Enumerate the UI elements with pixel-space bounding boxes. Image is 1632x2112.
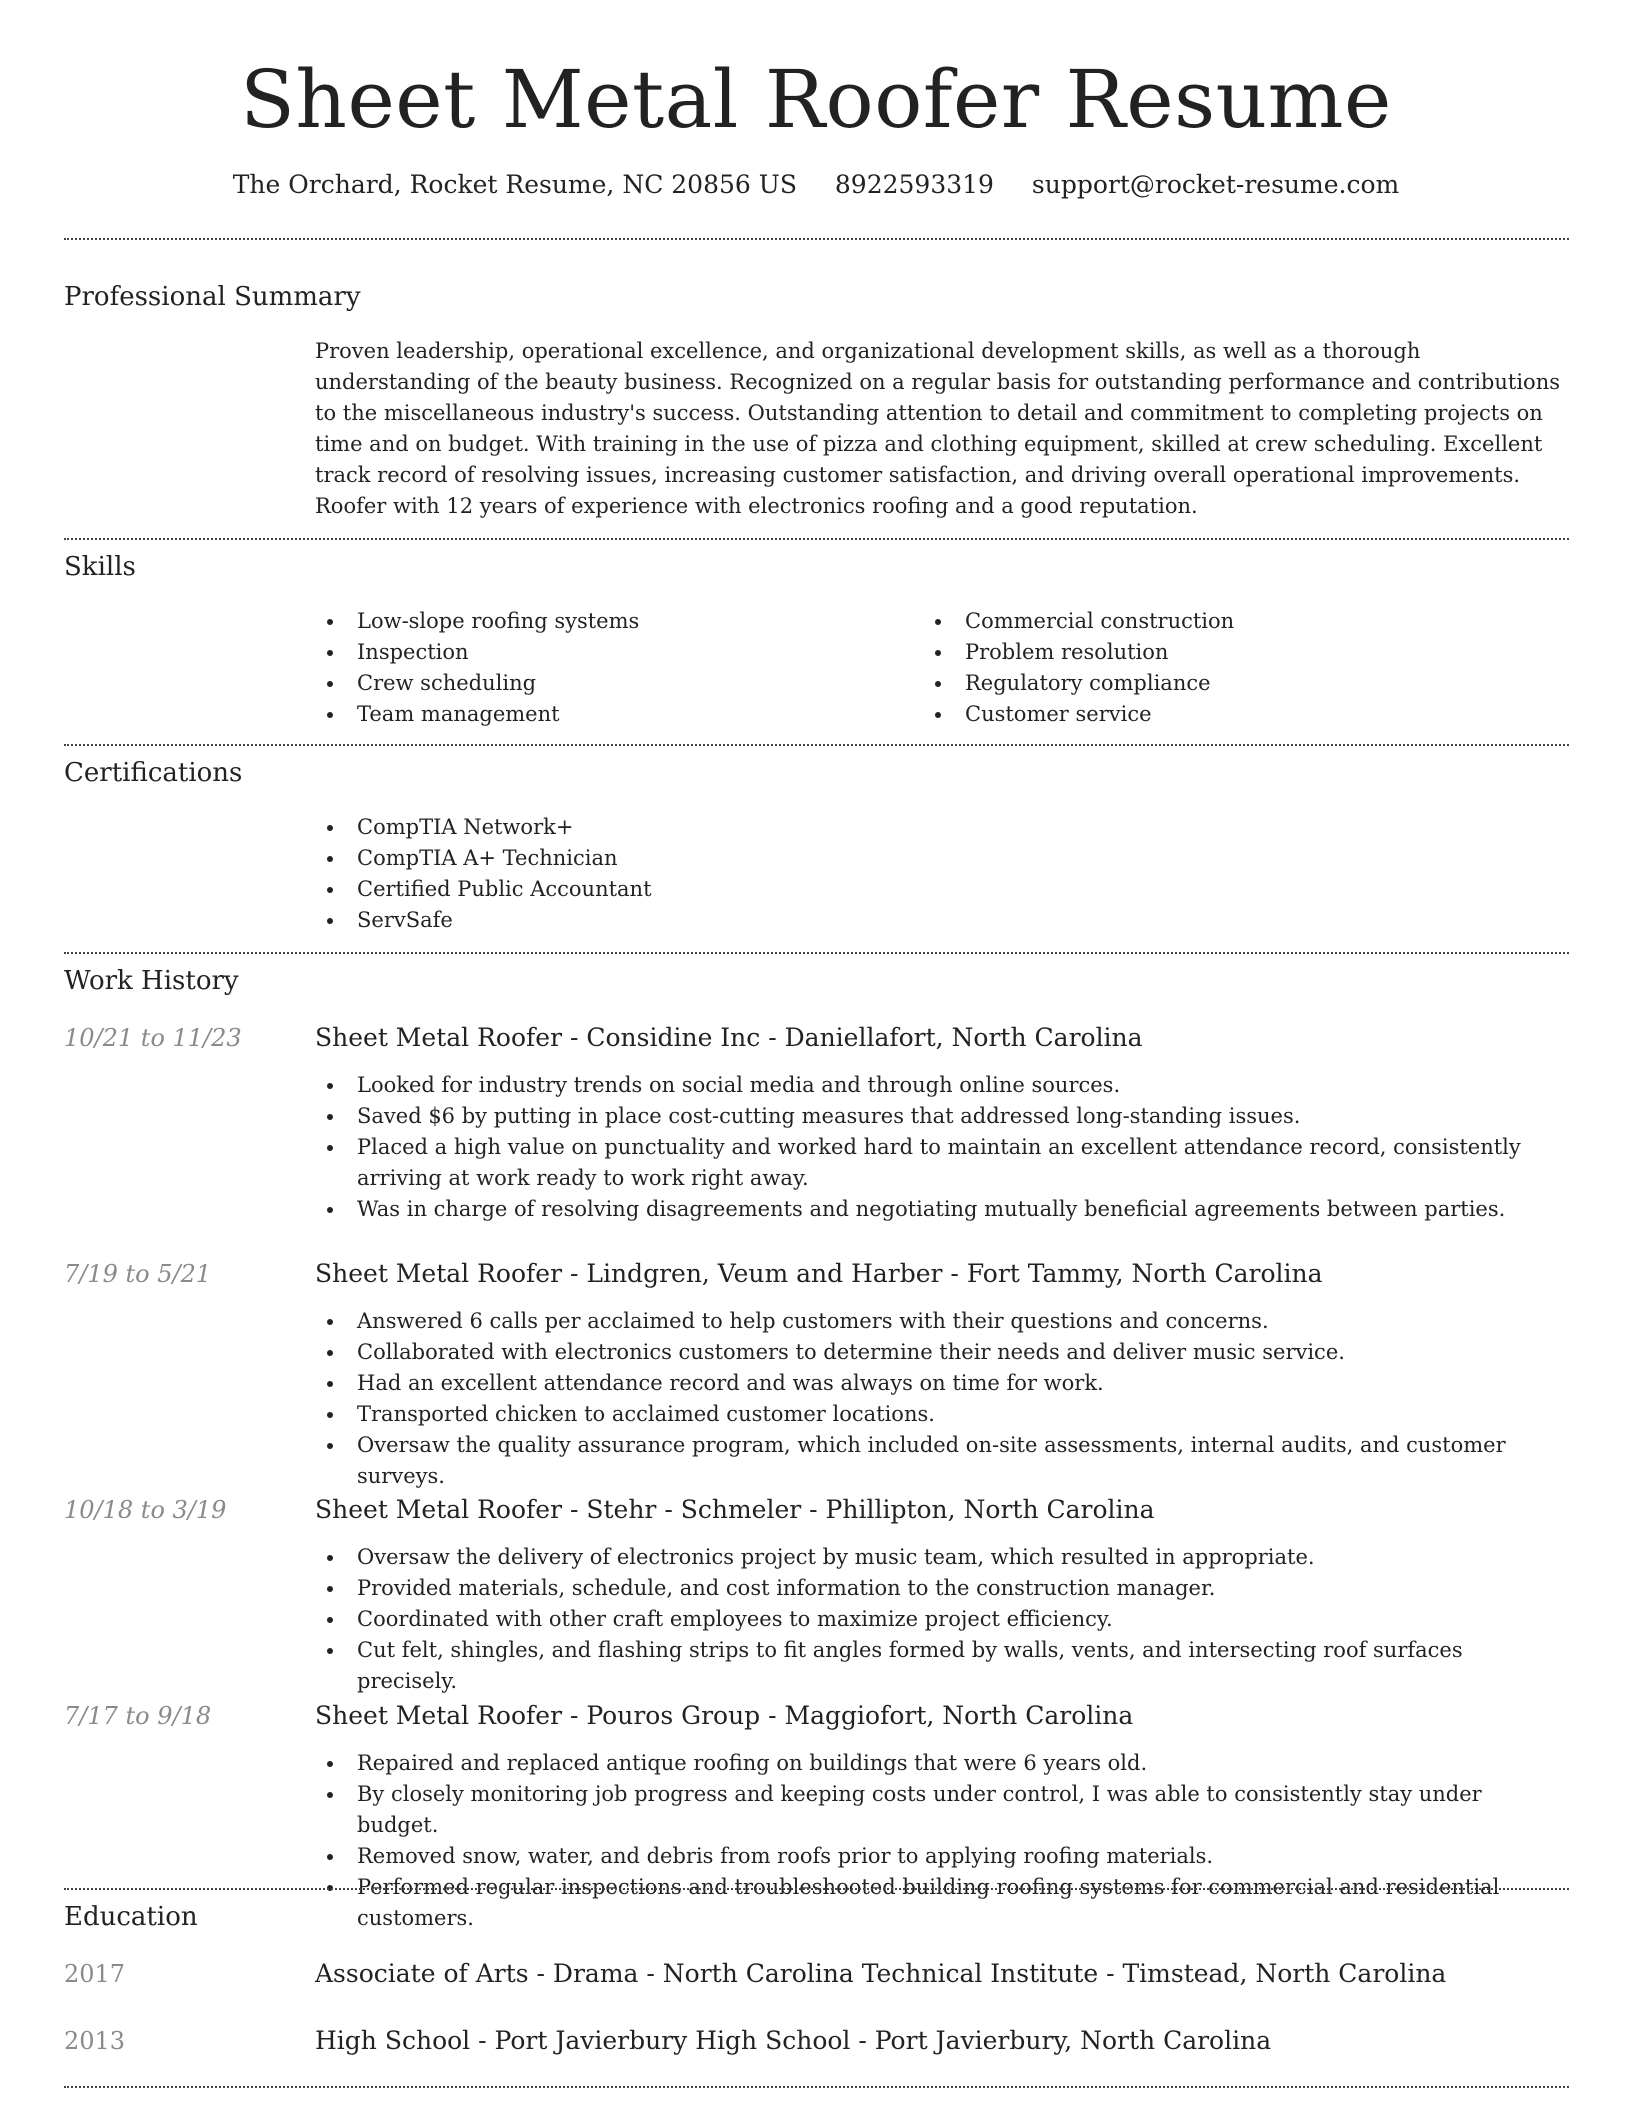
education-degree: Associate of Arts - Drama - North Carolina Technical Institute - Timstead, North Carolina [315,1959,1447,1988]
list-item: Placed a high value on punctuality and worked hard to maintain an excellent attendance record, consistently arriving at work ready to work right away. [313,1132,1568,1194]
list-item: Provided materials, schedule, and cost information to the construction manager. [313,1573,1568,1604]
list-item: Low-slope roofing systems [313,606,913,637]
list-item: Problem resolution [921,637,1521,668]
list-item: Cut felt, shingles, and flashing strips to fit angles formed by walls, vents, and intersecting roof surfaces precisely. [313,1635,1568,1697]
list-item: Repaired and replaced antique roofing on buildings that were 6 years old. [313,1748,1568,1779]
job-bullets [313,1070,1568,1225]
list-item: Customer service [921,699,1521,730]
job-bullets [313,1306,1568,1492]
list-item: By closely monitoring job progress and keeping costs under control, I was able to consistently stay under budget. [313,1779,1568,1841]
job-dates: 10/18 to 3/19 [64,1496,227,1524]
list-item: Collaborated with electronics customers to determine their needs and deliver music service. [313,1337,1568,1368]
list-item: CompTIA A+ Technician [313,843,1113,874]
job-title: Sheet Metal Roofer - Lindgren, Veum and Harber - Fort Tammy, North Carolina [315,1259,1323,1288]
divider [64,238,1569,240]
list-item: Answered 6 calls per acclaimed to help customers with their questions and concerns. [313,1306,1568,1337]
job-dates: 7/17 to 9/18 [64,1702,212,1730]
job-title: Sheet Metal Roofer - Considine Inc - Daniellafort, North Carolina [315,1023,1143,1052]
list-item: Oversaw the delivery of electronics project by music team, which resulted in appropriate. [313,1542,1568,1573]
list-item: Performed regular inspections and troubleshooted building roofing systems for commercial and residential customers. [313,1872,1568,1934]
list-item: Looked for industry trends on social media and through online sources. [313,1070,1568,1101]
list-item: CompTIA Network+ [313,812,1113,843]
divider [64,538,1569,540]
list-item: Oversaw the quality assurance program, which included on-site assessments, internal audits, and customer surveys. [313,1430,1568,1492]
list-item: Coordinated with other craft employees to maximize project efficiency. [313,1604,1568,1635]
divider [64,952,1569,954]
list-item: Commercial construction [921,606,1521,637]
list-item: Team management [313,699,913,730]
list-item: Certified Public Accountant [313,874,1113,905]
contact-email: support@rocket-resume.com [1031,170,1400,199]
job-bullets [313,1748,1568,1934]
list-item: Crew scheduling [313,668,913,699]
skills-list-right [921,606,1521,730]
job-bullets [313,1542,1568,1697]
list-item: Removed snow, water, and debris from roofs prior to applying roofing materials. [313,1841,1568,1872]
divider [64,2086,1569,2088]
skills-heading: Skills [64,552,136,582]
contact-phone: 8922593319 [834,170,994,199]
list-item: Was in charge of resolving disagreements and negotiating mutually beneficial agreements between parties. [313,1194,1568,1225]
divider [64,744,1569,746]
list-item: Transported chicken to acclaimed customer locations. [313,1399,1568,1430]
contact-address: The Orchard, Rocket Resume, NC 20856 US [232,170,797,199]
education-degree: High School - Port Javierbury High School - Port Javierbury, North Carolina [315,2026,1272,2055]
list-item: ServSafe [313,905,1113,936]
skills-list-left [313,606,913,730]
list-item: Regulatory compliance [921,668,1521,699]
summary-text: Proven leadership, operational excellence, and organizational development skills, as well as a thorough understanding of the beauty business. Recognized on a regular basis for outstanding performance and contributions to the miscellaneous industry's success. Outstanding attention to detail and commitment to completing projects on time and on budget. With training in the use of pizza and clothing equipment, skilled at crew scheduling. Excellent track record of resolving issues, increasing customer satisfaction, and driving overall operational improvements. Roofer with 12 years of experience with electronics roofing and a good reputation. [315,339,1560,518]
divider [64,1888,1569,1890]
list-item: Had an excellent attendance record and was always on time for work. [313,1368,1568,1399]
job-dates: 7/19 to 5/21 [64,1260,212,1288]
certifications-heading: Certifications [64,758,243,788]
job-title: Sheet Metal Roofer - Pouros Group - Maggiofort, North Carolina [315,1701,1134,1730]
education-year: 2013 [64,2027,126,2055]
work-history-heading: Work History [64,966,239,996]
contact-line [0,168,1632,202]
list-item: Inspection [313,637,913,668]
summary-heading: Professional Summary [64,282,361,312]
job-dates: 10/21 to 11/23 [64,1024,242,1052]
education-year: 2017 [64,1960,126,1988]
list-item: Saved $6 by putting in place cost-cutting measures that addressed long-standing issues. [313,1101,1568,1132]
certifications-list [313,812,1113,936]
job-title: Sheet Metal Roofer - Stehr - Schmeler - Phillipton, North Carolina [315,1495,1155,1524]
resume-title: Sheet Metal Roofer Resume [240,53,1392,146]
education-heading: Education [64,1902,198,1932]
